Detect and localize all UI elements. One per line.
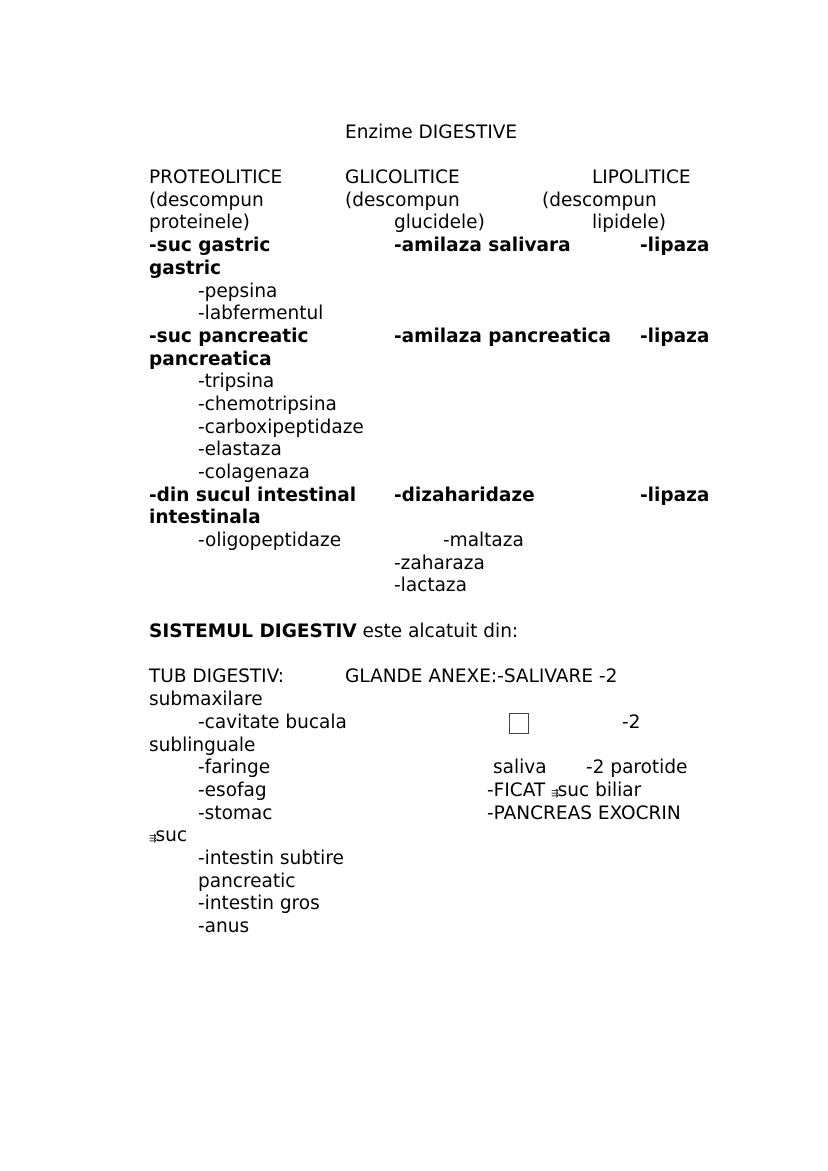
sistem-heading-rest: este alcatuit din: (356, 621, 519, 642)
arrow-icon: ⇶ (149, 834, 156, 844)
header-lipolitice-sub2: lipidele) (592, 212, 667, 233)
glande-anexe-label: GLANDE ANEXE:-SALIVARE -2 (345, 666, 618, 687)
list-item: -elastaza (198, 439, 282, 460)
arrow-icon: ⇶ (551, 789, 558, 799)
list-item: -colagenaza (198, 462, 310, 483)
row-pancreatica-wrap: pancreatica (149, 349, 272, 370)
row-gastric-wrap: gastric (149, 258, 222, 279)
row-din-sucul-intestinal: -din sucul intestinal (149, 485, 357, 506)
tub-digestiv-label: TUB DIGESTIV: (149, 666, 285, 687)
list-item: -maltaza (443, 530, 524, 551)
header-lipolitice-sub1: (descompun (542, 190, 657, 211)
row-intestinala-wrap: intestinala (149, 507, 261, 528)
row-lipaza-intestinala: -lipaza (640, 485, 710, 506)
sistem-heading (149, 621, 518, 643)
list-item: -carboxipeptidaze (198, 417, 364, 438)
row-suc-pancreatic: -suc pancreatic (149, 326, 309, 347)
parotide-label: -2 parotide (586, 757, 688, 778)
pancreas-exocrin-label: -PANCREAS EXOCRIN (487, 803, 681, 824)
sublinguale-count: -2 (622, 712, 641, 733)
list-item: -lactaza (394, 575, 467, 596)
list-item: -intestin subtire (198, 848, 344, 869)
list-item: -oligopeptidaze (198, 530, 342, 551)
list-item: -zaharaza (394, 553, 485, 574)
header-glicolitice: GLICOLITICE (345, 167, 460, 188)
checkbox-icon (509, 713, 529, 734)
suc-biliar-label: suc biliar (557, 780, 642, 801)
ficat-line (487, 780, 641, 805)
row-lipaza-gastric: -lipaza (640, 235, 710, 256)
header-glicolitice-sub2: glucidele) (394, 212, 485, 233)
list-item: -pepsina (198, 281, 278, 302)
header-proteolitice-sub2: proteinele) (149, 212, 250, 233)
header-glicolitice-sub1: (descompun (345, 190, 460, 211)
suc-label: suc (155, 825, 188, 846)
row-amilaza-salivara: -amilaza salivara (394, 235, 571, 256)
list-item: -stomac (198, 803, 273, 824)
header-proteolitice: PROTEOLITICE (149, 167, 283, 188)
list-item: -esofag (198, 780, 267, 801)
ficat-label: -FICAT (487, 780, 546, 801)
submaxilare-wrap: submaxilare (149, 689, 263, 710)
row-suc-gastric: -suc gastric (149, 235, 271, 256)
row-amilaza-pancreatica: -amilaza pancreatica (394, 326, 611, 347)
list-item: -faringe (198, 757, 271, 778)
list-item: -labfermentul (198, 303, 324, 324)
row-lipaza-pancreatica: -lipaza (640, 326, 710, 347)
sublinguale-wrap: sublinguale (149, 735, 256, 756)
list-item: -tripsina (198, 371, 275, 392)
list-item: -cavitate bucala (198, 712, 347, 733)
suc-line (149, 825, 187, 850)
pancreatic-wrap: pancreatic (198, 871, 296, 892)
header-proteolitice-sub1: (descompun (149, 190, 264, 211)
sistem-heading-bold: SISTEMUL DIGESTIV (149, 621, 357, 642)
row-dizaharidaze: -dizaharidaze (394, 485, 535, 506)
header-lipolitice: LIPOLITICE (592, 167, 691, 188)
list-item: -intestin gros (198, 893, 320, 914)
list-item: -anus (198, 916, 250, 937)
list-item: -chemotripsina (198, 394, 337, 415)
page-title: Enzime DIGESTIVE (345, 122, 518, 143)
saliva-label: saliva (493, 757, 547, 778)
